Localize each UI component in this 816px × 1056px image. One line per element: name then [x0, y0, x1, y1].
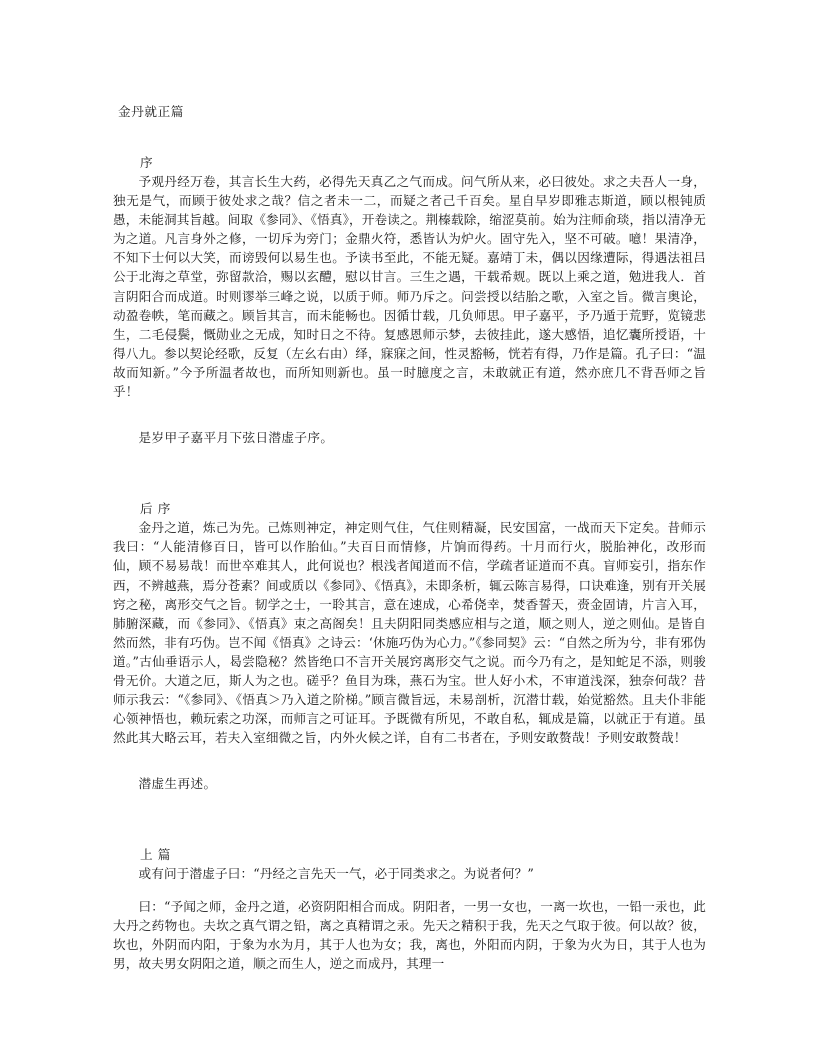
upper-chapter-question: 或有问于潜虚子曰：“丹经之言先天一气，必于同类求之。为说者何？”: [138, 866, 534, 882]
section-heading-preface: 序: [140, 155, 154, 170]
postface-signature-gap: [113, 747, 706, 774]
section-heading-upper-chapter: 上 篇: [140, 847, 171, 863]
preface-signature: 是岁甲子嘉平月下弦日潜虚子序。: [138, 430, 334, 446]
postface-gap: [113, 447, 706, 499]
preface-signature-gap: [113, 401, 706, 428]
postface-signature: 潜虚生再述。: [138, 776, 217, 792]
postface-body: 金丹之道，炼己为先。己炼则神定，神定则气住，气住则精凝，民安国富，一战而天下定矣。昔师示我曰：“人能清修百日，皆可以作胎仙。”夫百日而情修，片饷而得药。十月而行火，脱胎神化，改形而仙，顾不易易哉！而世卒难其人，此何说也？根浅者闻道而不信，学疏者证道而不真。盲师妄引，指东作西，不辨越燕，焉分苍素？间或质以《参同》、《悟真》，未即条析，辄云陈言易得，口诀难逢，别有开关展窍之秘，离形交气之旨。韧学之士，一聆其言，意在速成，心希侥幸，焚香誓天，赍金固请，片言入耳，肺腑深藏，而《参同》、《悟真》束之高阁矣！且夫阴阳同类感应相与之道，顺之则人，逆之则仙。是皆自然而然，非有巧伪。岂不闻《悟真》之诗云：‘休施巧伪为心力。”《参同契》云：“自然之所为兮，非有邪伪道。”古仙垂语示人，曷尝隐秘？然皆绝口不言开关展窍离形交气之说。而今乃有之，是知蛇足不添，则骏骨无价。大道之厄，斯人为之也。磋乎？鱼目为珠，燕石为宝。世人好小术，不审道浅深，独奈何哉？昔师示我云：“《参同》、《悟真＞乃入道之阶梯。”顾言微旨远，未易剖析，沉潜廿载，始觉豁然。且夫仆非能心领神悟也，赖玩索之功深，而师言之可证耳。予既微有所见，不敢自私，辄成是篇，以就正于有道。虽然此其大略云耳，若夫入室细微之旨，内外火候之详，自有二书者在，予则安敢赘哉！予则安敢赘哉！: [113, 520, 706, 746]
title-spacer: [113, 121, 706, 153]
upper-chapter-answer-gap: [113, 884, 706, 897]
upper-chapter-answer: 曰：“予闻之师，金丹之道，必资阴阳相合而成。阴阳者，一男一女也，一离一坎也，一铅一汞也，此大丹之药物也。夫坎之真气谓之铅，离之真精谓之汞。先天之精积于我，先天之气取于彼。何以故？彼，坎也，外阴而内阳，于象为水为月，其于人也为女；我，离也，外阳而内阴，于象为火为日，其于人也为男，故夫男女阴阳之道，顺之而生人，逆之而成丹，其理一: [113, 898, 706, 971]
text-column: [113, 103, 706, 973]
upper-chapter-gap: [113, 793, 706, 845]
document-title: 金丹就正篇: [118, 104, 184, 119]
section-heading-postface: 后 序: [140, 501, 171, 517]
preface-body: 予观丹经万卷，其言长生大药，必得先天真乙之气而成。问气所从来，必曰彼处。求之夫吾人一身，独无是气，而顾于彼处求之哉？信之者未一二，而疑之者己千百矣。星自早岁即雅志斯道，顾以根钝质愚，未能洞其旨越。间取《参同》、《悟真》，开卷读之。荆榛载除，缩涩莫前。始为注师俞琰，指以清净无为之道。凡言身外之修，一切斥为旁门；金鼎火符，悉皆认为炉火。固守先入，坚不可破。噫！果清净，不知下士何以大笑，而谤毁何以易生也。予读书至此，不能无疑。嘉靖丁未，偶以因缘遭际，得遇法祖吕公于北海之草堂，弥留款洽，赐以玄醴，慰以甘言。三生之遇，干载希觌。既以上乘之道，勉进我人．首言阴阳合而成道。时则谬举三峰之说，以质于师。师乃斥之。问尝授以结胎之歌，入室之旨。微言奥论，动盈卷帙，笔而藏之。顾旨其言，而未能畅也。因循廿载，几负师思。甲子嘉平，予乃遁于荒野，览镜悲生，二毛侵鬓，慨勋业之无成，知时日之不待。复感恩师示梦，去彼挂此，遂大感悟，追忆囊所授语，十得八九。参以契论经歌，反复（左幺右由）绎，寐寐之间，性灵豁畅，恍若有得，乃作是篇。孔子曰：“温故而知新。”今予所温者故也，而所知则新也。虽一时臆度之言，未敢就正有道，然亦庶几不背吾师之旨乎！: [113, 174, 706, 400]
